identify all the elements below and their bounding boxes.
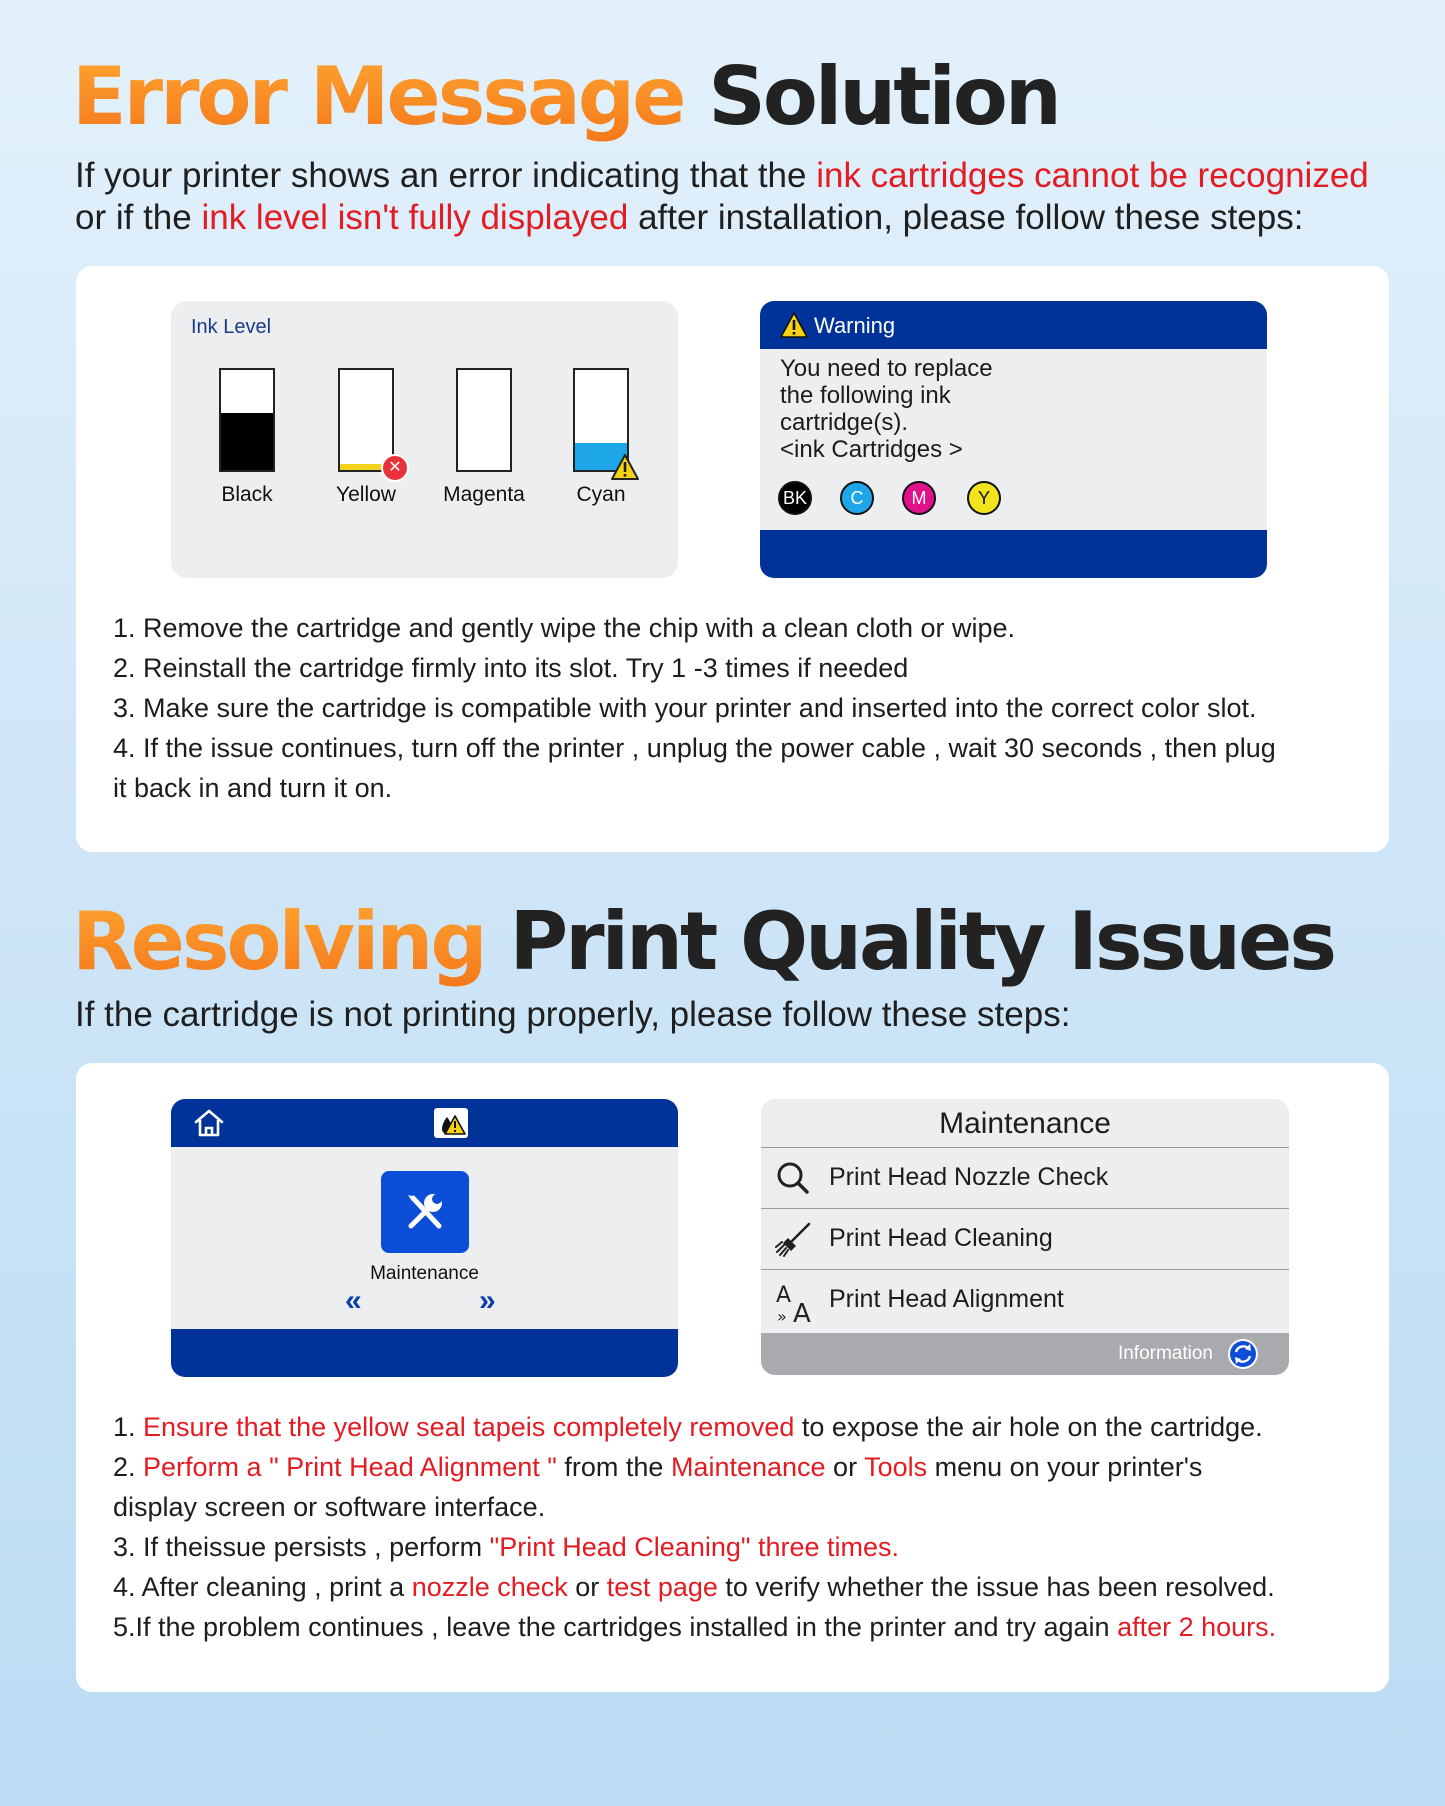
warning-triangle-icon <box>780 312 808 338</box>
cartridge-label: Cyan <box>576 483 626 506</box>
ink-level-panel <box>171 301 678 578</box>
step-item <box>113 1527 1276 1567</box>
section1-title-accent: Error Message <box>72 50 684 143</box>
step-text: to expose the air hole on the cartridge. <box>794 1412 1263 1442</box>
wrench-screwdriver-icon <box>401 1188 449 1236</box>
menu-item-head-alignment[interactable] <box>761 1269 1289 1330</box>
menu-item-label: Print Head Alignment <box>829 1285 1064 1313</box>
section1-title-rest: Solution <box>708 50 1059 143</box>
section2-intro: If the cartridge is not printing properly, please follow these steps: <box>75 995 1071 1034</box>
step-text: 3. If theissue persists , perform <box>113 1532 490 1562</box>
step-text: or <box>825 1452 865 1482</box>
home-icon[interactable] <box>193 1108 225 1138</box>
step-text: 1. <box>113 1412 144 1442</box>
step-item: 2. Reinstall the cartridge firmly into its slot. Try 1 -3 times if needed <box>113 653 909 683</box>
ink-dot-m: M <box>902 481 936 515</box>
alignment-icon <box>775 1282 819 1326</box>
cartridge-label: Magenta <box>443 483 525 506</box>
step-text: or <box>567 1572 607 1602</box>
home-header <box>171 1099 678 1147</box>
menu-item-head-cleaning[interactable] <box>761 1208 1289 1269</box>
ink-warning-icon[interactable] <box>433 1107 469 1139</box>
section2-title <box>72 895 1334 988</box>
brush-icon <box>775 1221 813 1259</box>
section2-title-accent: Resolving <box>72 895 485 988</box>
error-x-icon: ✕ <box>381 454 409 482</box>
svg-text:A: A <box>793 1299 811 1326</box>
step-highlight: nozzle check <box>411 1572 568 1602</box>
section1-intro <box>75 155 1369 239</box>
intro-text: or if the <box>75 198 202 237</box>
warning-message <box>780 355 993 463</box>
svg-text:»: » <box>777 1307 787 1326</box>
step-text: to verify whether the issue has been resolved. <box>717 1572 1275 1602</box>
home-footer <box>171 1329 678 1377</box>
step-text: from the <box>556 1452 671 1482</box>
step-item: it back in and turn it on. <box>113 773 393 803</box>
search-icon <box>775 1160 811 1196</box>
cartridge-label: Yellow <box>336 483 396 506</box>
intro-text: If your printer shows an error indicating that the <box>75 156 817 195</box>
warning-header-label: Warning <box>814 313 896 338</box>
error-card <box>76 266 1389 852</box>
information-label: Information <box>1117 1343 1213 1364</box>
warning-line: cartridge(s). <box>780 409 909 436</box>
refresh-icon[interactable] <box>1227 1338 1259 1370</box>
step-highlight: test page <box>606 1572 718 1602</box>
quality-steps-list <box>113 1407 1276 1647</box>
step-item <box>113 1567 1276 1607</box>
maintenance-menu-title: Maintenance <box>939 1107 1111 1140</box>
ink-fill <box>221 413 273 470</box>
step-text: menu on your printer's <box>927 1452 1203 1482</box>
step-highlight: Ensure that the yellow seal tapeis completely removed <box>143 1412 795 1442</box>
step-highlight: Maintenance <box>670 1452 826 1482</box>
warning-line: the following ink <box>780 382 951 409</box>
step-item: display screen or software interface. <box>113 1492 546 1522</box>
chevron-left-icon[interactable]: « <box>345 1284 362 1317</box>
cartridge-label: Black <box>221 483 273 506</box>
ink-dot-y: Y <box>967 481 1001 515</box>
step-text: 4. After cleaning , print a <box>113 1572 412 1602</box>
section1-title <box>72 50 1059 143</box>
ink-dot-c: C <box>840 481 874 515</box>
cartridge-black <box>219 368 275 472</box>
step-item: 1. Remove the cartridge and gently wipe the chip with a clean cloth or wipe. <box>113 613 1015 643</box>
warning-line: <ink Cartridges > <box>780 436 963 463</box>
error-steps-list <box>113 608 1276 808</box>
warning-header <box>760 301 1267 349</box>
step-text: 5.If the problem continues , leave the cartridges installed in the printer and try again <box>113 1612 1118 1642</box>
ink-dot-bk: BK <box>778 481 812 515</box>
warning-line: You need to replace <box>780 355 993 382</box>
step-item: 3. Make sure the cartridge is compatible with your printer and inserted into the correct color slot. <box>113 693 1257 723</box>
step-item <box>113 1407 1276 1447</box>
menu-item-nozzle-check[interactable] <box>761 1147 1289 1208</box>
cartridge-magenta <box>456 368 512 472</box>
intro-highlight: ink level isn't fully displayed <box>201 198 629 237</box>
step-item: 4. If the issue continues, turn off the printer , unplug the power cable , wait 30 seconds , then plug <box>113 733 1276 763</box>
maintenance-menu-panel <box>761 1099 1289 1375</box>
step-highlight: Perform a " Print Head Alignment " <box>143 1452 557 1482</box>
warning-panel <box>760 301 1267 578</box>
chevron-right-icon[interactable]: » <box>479 1284 496 1317</box>
step-item <box>113 1607 1276 1647</box>
step-highlight: "Print Head Cleaning" three times. <box>489 1532 900 1562</box>
intro-text: after installation, please follow these steps: <box>628 198 1304 237</box>
maintenance-tile-label: Maintenance <box>370 1263 479 1284</box>
maintenance-tile-button[interactable] <box>381 1171 469 1253</box>
menu-item-label: Print Head Nozzle Check <box>829 1163 1109 1191</box>
warning-triangle-icon <box>611 454 639 480</box>
step-item <box>113 1447 1276 1487</box>
step-highlight: after 2 hours. <box>1117 1612 1277 1642</box>
step-text: 2. <box>113 1452 144 1482</box>
printer-home-panel <box>171 1099 678 1377</box>
section2-title-rest: Print Quality Issues <box>509 895 1334 988</box>
menu-item-label: Print Head Cleaning <box>829 1224 1053 1252</box>
maintenance-footer[interactable] <box>761 1333 1289 1375</box>
step-highlight: Tools <box>864 1452 928 1482</box>
quality-card <box>76 1063 1389 1692</box>
ink-level-title: Ink Level <box>191 316 272 338</box>
intro-highlight: ink cartridges cannot be recognized <box>816 156 1369 195</box>
warning-footer <box>760 530 1267 578</box>
svg-text:A: A <box>776 1283 792 1308</box>
